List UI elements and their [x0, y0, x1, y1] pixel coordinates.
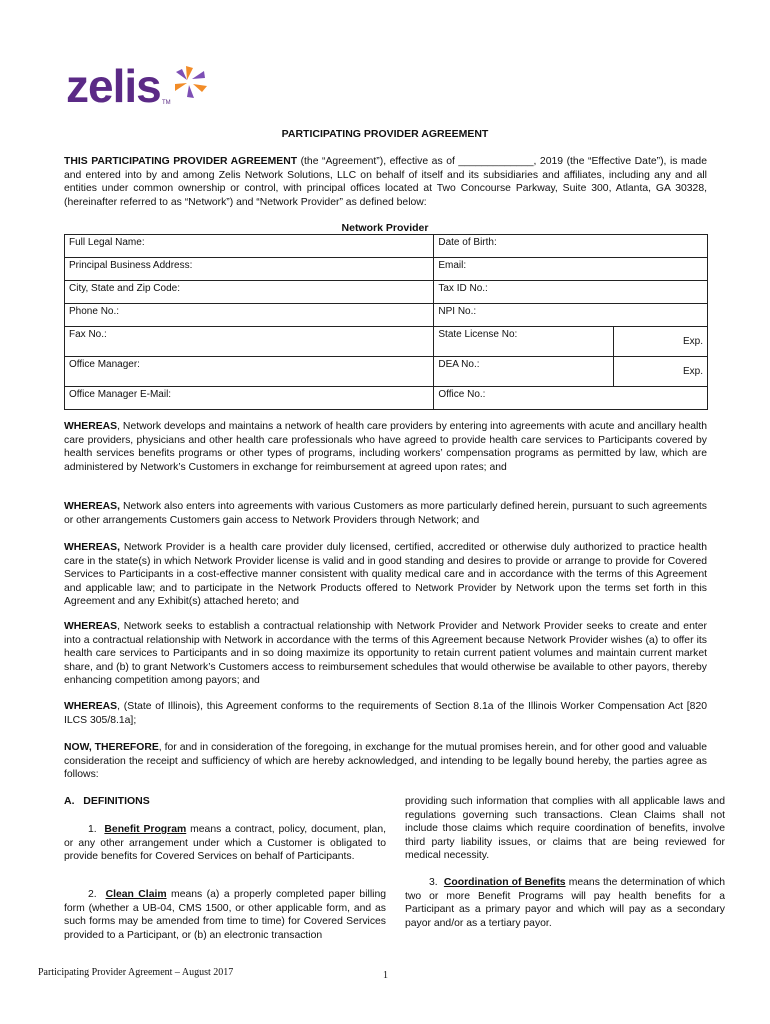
date-of-birth-field[interactable]: Date of Birth:	[434, 235, 708, 258]
whereas-paragraph-2	[64, 500, 707, 527]
whereas-paragraph-1	[64, 420, 707, 474]
office-manager-email-field[interactable]: Office Manager E-Mail:	[65, 387, 434, 410]
definition-clean-claim	[64, 888, 386, 942]
network-provider-heading: Network Provider	[341, 222, 429, 234]
definition-text: means a contract, policy, document, plan, or any other arrangement under which a Customer is obligated to provide benefits for Covered Services on behalf of Participants.	[64, 824, 386, 863]
whereas-text: , Network seeks to establish a contractual relationship with Network Provider and Network Provider seeks to create and enter into a contractual relationship with Network in accordance with the terms of this Agreement because Network Provider wishes (a) to offer its health care services to Participants and in so doing maximize its opportunity to retain current patient volumes and maintain current market share, and (b) to grant Network’s Customers access to reimbursement schedules that would otherwise be available to other payors, thereby enhancing competition among payors; and	[64, 621, 707, 687]
phone-field[interactable]: Phone No.:	[65, 304, 434, 327]
definition-term: Clean Claim	[105, 889, 167, 900]
agreement-title: PARTICIPATING PROVIDER AGREEMENT	[281, 128, 489, 140]
definition-text: means the determination of which two or more Benefit Programs will pay health benefits for a Participant as a primary payor and which will pay as a secondary payor and/or as a tertiary payor.	[405, 877, 725, 929]
email-field[interactable]: Email:	[434, 258, 708, 281]
npi-field[interactable]: NPI No.:	[434, 304, 708, 327]
definition-number: 3.	[429, 877, 444, 888]
intro-lead: THIS PARTICIPATING PROVIDER AGREEMENT	[64, 156, 298, 167]
logo-trademark: TM	[162, 100, 171, 106]
whereas-text: , Network develops and maintains a network of health care providers by entering into agreements with acute and ancillary health care providers, physicians and other health care professionals who have agreed to provide health care services to Participants covered by health services benefits programs or other types of programs, including workers’ compensation programs as permitted by law, which are administered by Network’s Customers in exchange for reimbursement at agreed upon rates; and	[64, 421, 707, 473]
definition-coordination-of-benefits	[405, 876, 725, 930]
whereas-paragraph-5	[64, 700, 707, 727]
now-therefore-paragraph	[64, 741, 707, 782]
definition-number: 1.	[88, 824, 105, 835]
whereas-lead: WHEREAS	[64, 421, 118, 432]
office-manager-field[interactable]: Office Manager:	[65, 357, 434, 387]
state-license-exp-field[interactable]: Exp.	[614, 327, 708, 357]
office-no-field[interactable]: Office No.:	[434, 387, 708, 410]
logo-star-icon	[170, 62, 210, 102]
whereas-lead: WHEREAS,	[64, 542, 120, 553]
whereas-paragraph-4	[64, 620, 707, 688]
tax-id-field[interactable]: Tax ID No.:	[434, 281, 708, 304]
state-license-field[interactable]: State License No:	[434, 327, 614, 357]
definition-benefit-program	[64, 823, 386, 864]
intro-text: (the “Agreement”), effective as of _____________, 2019 (the “Effective Date”), is made and entered into by and among Zelis Network Solutions, LLC on behalf of itself and its subsidiaries and affiliates, including any and all entities under common ownership or control, with principal offices located at Two Concourse Parkway, Suite 300, Atlanta, GA 30328, (hereinafter referred to as “Network”) and “Network Provider” as defined below:	[64, 156, 707, 208]
definition-number: 2.	[88, 889, 106, 900]
whereas-text: , (State of Illinois), this Agreement conforms to the requirements of Section 8.1a of the Illinois Worker Compensation Act [820 ILCS 305/8.1a];	[64, 701, 707, 726]
whereas-text: Network Provider is a health care provider duly licensed, certified, accredited or otherwise duly authorized to practice health care in the state(s) in which Network Provider license is valid and in good standing and desires to provide or arrange to provide for Covered Services to Participants in a cost-effective manner consistent with quality medical care and in accordance with the terms of this Agreement and applicable law; and to participate in the Network Products offered to Network Provider by Network upon the terms set forth in this Agreement and any Exhibit(s) attached hereto; and	[64, 542, 707, 608]
definition-clean-claim-continued: providing such information that complies with all applicable laws and regulations governing such transactions. Clean Claims shall not include those claims which require coordination of benefits, involve third party liability issues, or claims that are being reviewed for medical necessity.	[405, 796, 725, 862]
page-number: 1	[383, 970, 388, 981]
footer-document-name: Participating Provider Agreement – August 2017	[38, 967, 234, 978]
dea-field[interactable]: DEA No.:	[434, 357, 614, 387]
fax-field[interactable]: Fax No.:	[65, 327, 434, 357]
now-therefore-lead: NOW, THEREFORE	[64, 742, 159, 753]
whereas-lead: WHEREAS	[64, 701, 118, 712]
whereas-lead: WHEREAS,	[64, 501, 120, 512]
logo-wordmark: zelis	[66, 60, 161, 112]
whereas-lead: WHEREAS	[64, 621, 118, 632]
principal-business-address-field[interactable]: Principal Business Address:	[65, 258, 434, 281]
intro-paragraph	[64, 155, 707, 209]
zelis-logo	[66, 60, 216, 116]
network-provider-table	[64, 234, 708, 410]
dea-exp-field[interactable]: Exp.	[614, 357, 708, 387]
now-therefore-text: , for and in consideration of the foregoing, in exchange for the mutual promises herein, and for other good and valuable consideration the receipt and sufficiency of which are hereby acknowledged, and intending to be legally bound hereby, the parties agree as follows:	[64, 742, 707, 781]
definitions-heading: A. DEFINITIONS	[64, 795, 150, 807]
definition-term: Benefit Program	[104, 824, 187, 835]
whereas-text: Network also enters into agreements with various Customers as more particularly defined herein, pursuant to such agreements or other arrangements Customers gain access to Network Providers through Network; and	[64, 501, 707, 526]
definition-term: Coordination of Benefits	[443, 877, 566, 888]
whereas-paragraph-3	[64, 541, 707, 609]
full-legal-name-field[interactable]: Full Legal Name:	[65, 235, 434, 258]
definition-text: means (a) a properly completed paper billing form (whether a UB-04, CMS 1500, or other applicable form, and as such forms may be amended from time to time) for Covered Services provided to a Participant, or (b) an electronic transaction	[64, 889, 387, 941]
city-state-zip-field[interactable]: City, State and Zip Code:	[65, 281, 434, 304]
